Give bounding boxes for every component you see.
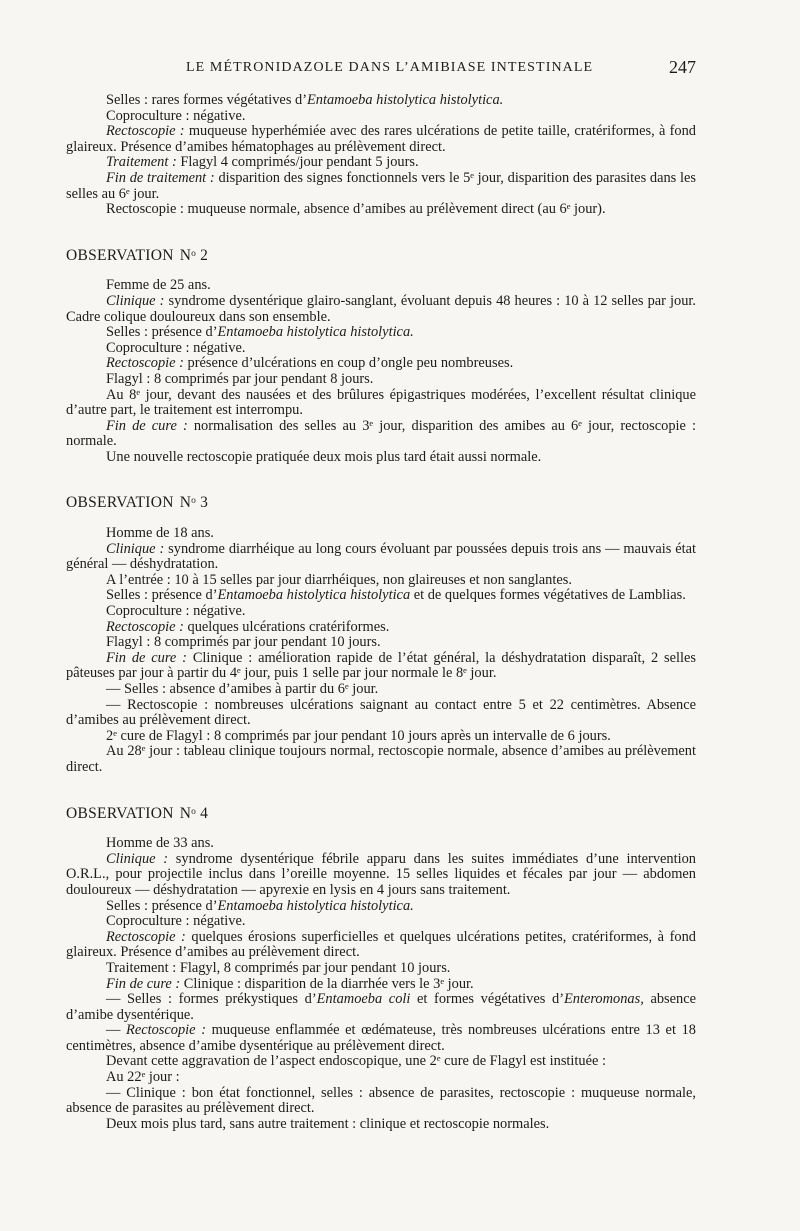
italic-run: Rectoscopie : bbox=[106, 928, 186, 945]
paragraph bbox=[66, 1070, 696, 1086]
italic-run: Fin de cure : bbox=[106, 417, 188, 434]
paragraph bbox=[66, 526, 696, 542]
text-run: — Selles : formes prékystiques d’ bbox=[106, 991, 317, 1008]
text-run: muqueuse hyperhémiée avec des rares ulcérations de petite taille, cratériformes, à fond glaireux. Présence d’amibes hématophages au prélèvement direct. bbox=[66, 123, 696, 155]
text-run: Selles : présence d’ bbox=[106, 587, 218, 604]
paragraph bbox=[66, 744, 696, 775]
paragraph bbox=[66, 1117, 696, 1133]
paragraph bbox=[66, 202, 696, 218]
paragraph bbox=[66, 419, 696, 450]
paragraph bbox=[66, 171, 696, 202]
paragraph bbox=[66, 836, 696, 852]
paragraph bbox=[66, 977, 696, 993]
text-run: muqueuse enflammée et œdémateuse, très nombreuses ulcérations entre 13 et 18 centimètres, absence d’amibe dysentérique au prélèvement direct. bbox=[66, 1022, 696, 1054]
text-run: syndrome dysentérique fébrile apparu dans les suites immédiates d’une intervention O.R.L., pour projectile inclus dans l’oreille moyenne. 15 selles liquides et fécales par jour — abdomen douloureux — déshydratation — apyrexie en lysis en 4 jours sans traitement. bbox=[66, 850, 696, 898]
text-run: Homme de 18 ans. bbox=[106, 525, 214, 542]
italic-run: Fin de traitement : bbox=[106, 169, 215, 186]
text-body bbox=[66, 93, 696, 1132]
italic-run: Entamoeba coli bbox=[316, 991, 411, 1008]
paragraph bbox=[66, 124, 696, 155]
paragraph bbox=[66, 914, 696, 930]
text-run: Deux mois plus tard, sans autre traitement : clinique et rectoscopie normales. bbox=[106, 1115, 550, 1132]
text-run: Flagyl : 8 comprimés par jour pendant 10 jours. bbox=[106, 634, 381, 651]
paragraph bbox=[66, 1023, 696, 1054]
paragraph bbox=[66, 278, 696, 294]
paragraph bbox=[66, 325, 696, 341]
text-run: — Selles : absence d’amibes à partir du 6ᵉ jour. bbox=[106, 681, 379, 697]
italic-run: Rectoscopie : bbox=[106, 618, 184, 635]
paragraph bbox=[66, 635, 696, 651]
text-run: absence d’amibe dysentérique. bbox=[66, 991, 696, 1023]
observation-section bbox=[66, 248, 696, 466]
paragraph bbox=[66, 155, 696, 171]
paragraph bbox=[66, 1054, 696, 1070]
text-run: Une nouvelle rectoscopie pratiquée deux mois plus tard était aussi normale. bbox=[106, 448, 542, 465]
text-run: Selles : présence d’ bbox=[106, 897, 218, 914]
text-run: Devant cette aggravation de l’aspect endoscopique, une 2ᵉ cure de Flagyl est instituée : bbox=[106, 1053, 606, 1070]
text-run: Femme de 25 ans. bbox=[106, 277, 211, 294]
paragraph bbox=[66, 356, 696, 372]
running-title: LE MÉTRONIDAZOLE DANS L’AMIBIASE INTESTINALE bbox=[186, 60, 594, 75]
paragraph bbox=[66, 930, 696, 961]
text-run: et formes végétatives d’ bbox=[410, 991, 564, 1008]
observation-label: OBSERVATION bbox=[66, 804, 174, 822]
text-run: Au 8ᵉ jour, devant des nausées et des brûlures épigastriques modérées, l’excellent résultat clinique d’autre part, le traitement est interrompu. bbox=[66, 386, 696, 419]
paragraph bbox=[66, 372, 696, 388]
text-run: Flagyl : 8 comprimés par jour pendant 8 jours. bbox=[106, 370, 374, 387]
paragraph bbox=[66, 588, 696, 604]
observation-heading bbox=[66, 248, 696, 264]
observation-label: OBSERVATION bbox=[66, 494, 174, 512]
text-run: quelques ulcérations cratériformes. bbox=[183, 618, 390, 635]
italic-run: Rectoscopie : bbox=[106, 123, 185, 140]
paragraph bbox=[66, 450, 696, 466]
text-run: normalisation des selles au 3ᵉ jour, disparition des amibes au 6ᵉ jour, rectoscopie : normale. bbox=[66, 417, 697, 450]
paragraph bbox=[66, 542, 696, 573]
text-run: syndrome dysentérique glairo-sanglant, évoluant depuis 48 heures : 10 à 12 selles par jour. Cadre colique douloureux dans son ensemble. bbox=[66, 292, 696, 325]
observation-heading bbox=[66, 806, 696, 822]
italic-run: Enteromonas, bbox=[564, 991, 644, 1008]
text-run: A l’entrée : 10 à 15 selles par jour diarrhéiques, non glaireuses et non sanglantes. bbox=[106, 571, 572, 588]
page-number: 247 bbox=[669, 57, 696, 77]
text-run: Clinique : amélioration rapide de l’état général, la déshydratation disparaît, 2 selles pâteuses par jour à partir du 4ᵉ jour, puis 1 selle par jour normale le 8ᵉ jour. bbox=[66, 649, 696, 682]
text-run: Selles : présence d’ bbox=[106, 324, 218, 341]
text-run: Coproculture : négative. bbox=[106, 107, 246, 124]
italic-run: Entamoeba histolytica histolytica. bbox=[307, 92, 504, 108]
text-run: Coproculture : négative. bbox=[106, 913, 246, 930]
paragraph bbox=[66, 93, 696, 109]
text-run: Au 28ᵉ jour : tableau clinique toujours normal, rectoscopie normale, absence d’amibes au prélèvement direct. bbox=[66, 743, 696, 775]
text-run: — Rectoscopie : nombreuses ulcérations saignant au contact entre 5 et 22 centimètres. Absence d’amibes au prélèvement direct. bbox=[66, 696, 696, 729]
paragraph bbox=[66, 698, 696, 729]
italic-run: Rectoscopie : bbox=[126, 1022, 206, 1039]
italic-run: Clinique : bbox=[106, 540, 165, 557]
italic-run: Traitement : bbox=[106, 154, 177, 171]
text-run: et de quelques formes végétatives de Lamblias. bbox=[410, 587, 686, 604]
text-run: Au 22ᵉ jour : bbox=[106, 1069, 180, 1086]
paragraph bbox=[66, 388, 696, 419]
observation-number: Nᵒ 3 bbox=[179, 494, 209, 512]
paragraph bbox=[66, 109, 696, 125]
observation-heading bbox=[66, 495, 696, 511]
text-run: quelques érosions superficielles et quelques ulcérations petites, cratériformes, à fond glaireux. Présence d’amibes au prélèvement direct. bbox=[66, 928, 696, 961]
italic-run: Clinique : bbox=[106, 292, 165, 309]
italic-run: Fin de cure : bbox=[106, 975, 181, 992]
text-run: 2ᵉ cure de Flagyl : 8 comprimés par jour pendant 10 jours après un intervalle de 6 jours. bbox=[106, 727, 611, 744]
text-run: Rectoscopie : muqueuse normale, absence d’amibes au prélèvement direct (au 6ᵉ jour). bbox=[106, 201, 606, 218]
paragraph bbox=[66, 620, 696, 636]
paragraph bbox=[66, 899, 696, 915]
paragraph bbox=[66, 852, 696, 899]
paragraph bbox=[66, 573, 696, 589]
italic-run: Entamoeba histolytica histolytica. bbox=[217, 324, 414, 341]
text-run: Traitement : Flagyl, 8 comprimés par jour pendant 10 jours. bbox=[106, 959, 451, 976]
italic-run: Clinique : bbox=[106, 850, 169, 867]
observations bbox=[66, 248, 696, 1133]
italic-run: Rectoscopie : bbox=[106, 355, 184, 372]
text-run: Coproculture : négative. bbox=[106, 603, 246, 620]
paragraph bbox=[66, 682, 696, 698]
paragraph bbox=[66, 1086, 696, 1117]
text-run: disparition des signes fonctionnels vers le 5ᵉ jour, disparition des parasites dans les selles au 6ᵉ jour. bbox=[66, 169, 696, 202]
text-run: — bbox=[106, 1022, 127, 1039]
text-run: syndrome diarrhéique au long cours évoluant par poussées depuis trois ans — mauvais état général — déshydratation. bbox=[66, 540, 696, 573]
observation-number: Nᵒ 4 bbox=[179, 804, 209, 822]
paragraph bbox=[66, 961, 696, 977]
observation-section bbox=[66, 806, 696, 1133]
intro-section bbox=[66, 93, 696, 218]
text-run: Selles : rares formes végétatives d’ bbox=[106, 92, 307, 108]
paragraph bbox=[66, 294, 696, 325]
paragraph bbox=[66, 341, 696, 357]
text-run: présence d’ulcérations en coup d’ongle peu nombreuses. bbox=[183, 355, 514, 372]
text-run: Coproculture : négative. bbox=[106, 339, 246, 356]
italic-run: Fin de cure : bbox=[106, 649, 187, 666]
paragraph bbox=[66, 729, 696, 745]
text-run: Homme de 33 ans. bbox=[106, 835, 214, 852]
paragraph bbox=[66, 992, 696, 1023]
text-run: — Clinique : bon état fonctionnel, selles : absence de parasites, rectoscopie : muqueuse normale, absence de parasites au prélèvement direct. bbox=[66, 1084, 696, 1117]
text-run: Clinique : disparition de la diarrhée vers le 3ᵉ jour. bbox=[180, 975, 474, 992]
paragraph bbox=[66, 604, 696, 620]
observation-label: OBSERVATION bbox=[66, 246, 174, 264]
paragraph bbox=[66, 651, 696, 682]
italic-run: Entamoeba histolytica histolytica bbox=[217, 587, 411, 604]
italic-run: Entamoeba histolytica histolytica. bbox=[217, 897, 414, 914]
text-run: Flagyl 4 comprimés/jour pendant 5 jours. bbox=[176, 154, 419, 171]
observation-section bbox=[66, 495, 696, 775]
observation-number: Nᵒ 2 bbox=[179, 246, 209, 264]
